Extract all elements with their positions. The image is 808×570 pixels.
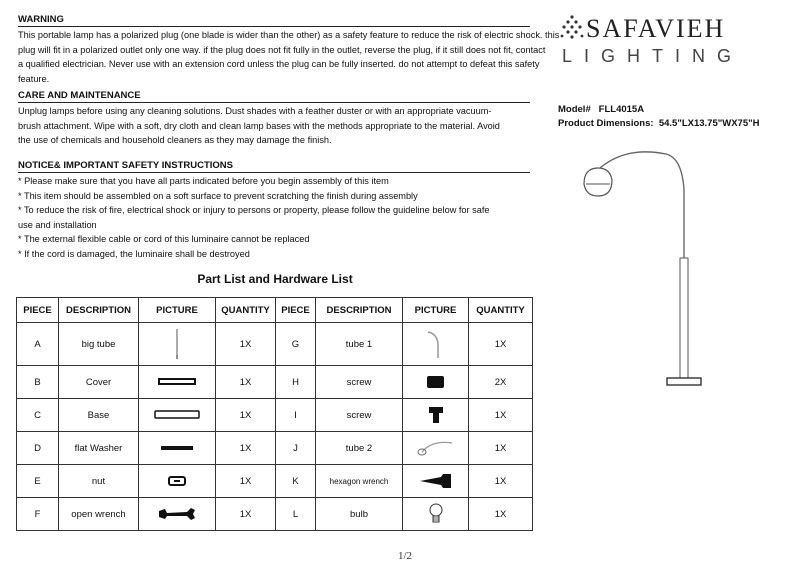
header-piece: PIECE	[276, 298, 316, 323]
washer-icon	[159, 443, 195, 453]
table-row: A big tube 1X G tube 1 1X	[17, 323, 533, 366]
bulb-icon	[426, 502, 446, 526]
curved-tube-icon	[424, 328, 448, 360]
dimensions-line: Product Dimensions: 54.5"LX13.75"WX75"H	[558, 118, 760, 129]
model-line: Model# FLL4015A	[558, 104, 645, 115]
lamp-drawing	[576, 150, 766, 395]
screw-icon	[426, 405, 446, 425]
base-icon	[153, 408, 201, 422]
notice-text: * Please make sure that you have all parts indicated before you begin assembly of this item * This item should be assembled on a soft surface to prevent scratching the finish during assembly * To reduce the risk of fire, electrical shock or injury to persons or property, please follow the guideline below for safe use and installation * The external flexible cable or cord of this luminaire cannot be replaced * If the cord is damaged, the luminaire shall be destroyed	[18, 176, 490, 259]
hex-wrench-icon	[417, 472, 455, 490]
header-quantity: QUANTITY	[469, 298, 533, 323]
notice-title: NOTICE& IMPORTANT SAFETY INSTRUCTIONS	[18, 160, 530, 173]
table-row: C Base 1X I screw 1X	[17, 399, 533, 432]
warning-text: This portable lamp has a polarized plug (one blade is wider than the other) as a safety feature to reduce the risk of electric shock. this plug will fit in a polarized outlet only one way. if the plug does not fit fully in the outlet, reverse the plug, if it still does not fit, contact a qualified electrician. Never use with an extension cord unless the plug can be fully inserted. do not attempt to defeat this safety feature.	[18, 30, 560, 84]
table-header-row	[17, 298, 533, 323]
table-row: F open wrench 1X L bulb 1X	[17, 498, 533, 531]
brand-name: SAFAVIEH	[586, 14, 726, 43]
care-text: Unplug lamps before using any cleaning solutions. Dust shades with a feather duster or with an appropriate vacuum- brush attachment. Wipe with a soft, dry cloth and clean lamp bases with the methods appropriate to the material. Avoid the use of chemicals and household cleaners as they may damage the finish.	[18, 106, 500, 145]
header-description: DESCRIPTION	[59, 298, 139, 323]
header-piece: PIECE	[17, 298, 59, 323]
table-row: E nut 1X K hexagon wrench 1X	[17, 465, 533, 498]
open-wrench-icon	[157, 505, 197, 523]
parts-table-title: Part List and Hardware List	[197, 272, 353, 286]
parts-table	[16, 297, 533, 531]
header-description: DESCRIPTION	[316, 298, 403, 323]
nut-icon	[166, 474, 188, 488]
cover-icon	[157, 376, 197, 388]
table-row: D flat Washer 1X J tube 2 1X	[17, 432, 533, 465]
table-row: B Cover 1X H screw 2X	[17, 366, 533, 399]
page-number: 1/2	[397, 550, 413, 562]
warning-title: WARNING	[18, 14, 530, 27]
brand-subtitle: LIGHTING	[562, 46, 744, 66]
brand-logo-icon	[560, 14, 584, 44]
screw-icon	[424, 373, 448, 391]
header-quantity: QUANTITY	[216, 298, 276, 323]
tube-icon	[167, 327, 187, 361]
header-picture: PICTURE	[403, 298, 469, 323]
care-title: CARE AND MAINTENANCE	[18, 90, 530, 103]
header-picture: PICTURE	[139, 298, 216, 323]
arc-tube-icon	[416, 438, 456, 458]
